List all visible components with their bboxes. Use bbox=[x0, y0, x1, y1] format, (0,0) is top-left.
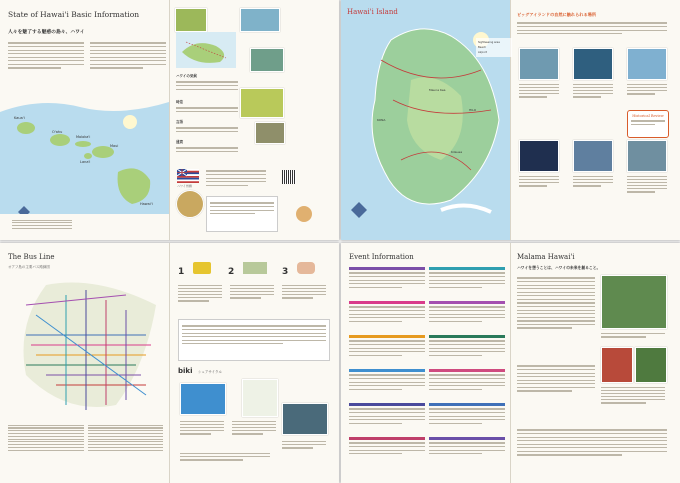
photo-biki-map bbox=[242, 379, 278, 417]
event-item bbox=[349, 369, 425, 403]
intro-text-block bbox=[8, 40, 84, 71]
intro-text-block-2 bbox=[90, 40, 166, 71]
malama-table bbox=[517, 427, 667, 458]
section-title-climate: ハワイの気候 bbox=[176, 74, 197, 78]
photo-mountain bbox=[627, 48, 667, 80]
island-label-molokai: Moloka'i bbox=[76, 135, 91, 139]
photo-forest bbox=[635, 347, 667, 383]
map-label-maunakea: Mauna Kea bbox=[429, 88, 446, 92]
event-item bbox=[349, 437, 425, 471]
island-map bbox=[341, 0, 510, 240]
event-item bbox=[429, 437, 505, 471]
island-label-maui: Maui bbox=[110, 144, 119, 148]
cash-icon bbox=[243, 262, 267, 274]
compass-icon bbox=[351, 202, 367, 218]
legend bbox=[476, 38, 512, 57]
section-language bbox=[176, 120, 238, 135]
island-label-hawaii: Hawai'i bbox=[140, 202, 153, 206]
photo-beach bbox=[240, 8, 280, 32]
island-label-lanai: Lana'i bbox=[80, 160, 91, 164]
info-box bbox=[206, 196, 278, 232]
event-column-right bbox=[429, 267, 505, 471]
spread-events-malama bbox=[341, 243, 680, 483]
historical-review-panel bbox=[627, 110, 669, 138]
malama-subtitle: ハワイを想うことは、ハワイの未来を創ること。 bbox=[517, 265, 601, 270]
qr-code-icon bbox=[282, 170, 296, 184]
map-label-hilo: HILO bbox=[469, 108, 477, 112]
island-label-oahu: O'ahu bbox=[52, 130, 63, 134]
photo-taro-field bbox=[601, 275, 667, 329]
spread-bus-line bbox=[0, 243, 339, 483]
step-number-2: 2 bbox=[228, 267, 235, 277]
bus-info-box bbox=[178, 319, 330, 361]
small-map bbox=[176, 32, 236, 68]
step-number-1: 1 bbox=[178, 267, 185, 277]
step-number-3: 3 bbox=[282, 267, 289, 277]
photo-biki-bikes bbox=[282, 403, 328, 435]
step-1 bbox=[178, 259, 218, 278]
photo-hibiscus bbox=[240, 88, 284, 118]
page-subtitle: オアフ島の主要バス路線図 bbox=[8, 265, 50, 269]
event-item bbox=[429, 403, 505, 437]
photo-stars bbox=[519, 140, 559, 172]
hand-icon bbox=[297, 262, 315, 274]
photo-turtle bbox=[250, 48, 284, 72]
bus-route-map bbox=[6, 275, 164, 420]
island-label-kauai: Kaua'i bbox=[14, 116, 25, 120]
event-column-left bbox=[349, 267, 425, 471]
event-item bbox=[349, 267, 425, 301]
step-2 bbox=[228, 259, 272, 278]
event-item bbox=[429, 267, 505, 301]
malama-text bbox=[517, 275, 595, 331]
bus-route-legend bbox=[8, 423, 163, 452]
section-currency bbox=[176, 140, 238, 155]
section-time bbox=[176, 100, 238, 115]
event-item bbox=[349, 335, 425, 369]
photo-coin bbox=[176, 190, 204, 218]
event-item bbox=[429, 301, 505, 335]
page-subtitle: 人々を魅了する魅惑の島々、ハワイ bbox=[8, 30, 85, 35]
event-item bbox=[429, 335, 505, 369]
step-3 bbox=[282, 259, 326, 278]
photo-lehua-flower bbox=[601, 347, 633, 383]
island-chain-map bbox=[0, 92, 169, 240]
currency-text bbox=[206, 168, 266, 188]
malama-text-2 bbox=[517, 363, 595, 394]
mascot-icon bbox=[296, 206, 312, 222]
card-icon bbox=[193, 262, 211, 274]
photo-bird bbox=[255, 122, 285, 144]
section-climate bbox=[176, 74, 238, 92]
event-item bbox=[349, 301, 425, 335]
legend-beach: Beach bbox=[478, 46, 487, 49]
spread-hawaii-island bbox=[341, 0, 680, 240]
section-title-time: 時差 bbox=[176, 100, 183, 104]
flag-caption: ハワイ州旗 bbox=[177, 184, 192, 188]
biki-subtitle: シェアサイクル bbox=[198, 370, 223, 374]
events-title: Event Information bbox=[349, 253, 414, 261]
photo-flower bbox=[175, 8, 207, 32]
historical-review-title: Historical Review bbox=[632, 114, 664, 118]
page-title: The Bus Line bbox=[8, 253, 55, 261]
island-intro-text bbox=[517, 20, 667, 37]
photo-waterfall bbox=[573, 140, 613, 172]
spread-basic-information bbox=[0, 0, 339, 240]
island-subtitle: ビッグアイランドの自然に触れられる場所 bbox=[517, 12, 597, 17]
photo-palm bbox=[627, 140, 667, 172]
legend-sightseeing: Sightseeing area bbox=[478, 41, 500, 44]
hawaii-flag-icon bbox=[177, 168, 199, 182]
photo-biki-station bbox=[180, 383, 226, 415]
legend-block bbox=[12, 218, 72, 230]
legend-airport: Airport bbox=[478, 51, 487, 54]
bus-route-svg bbox=[6, 275, 164, 420]
section-title-language: 言語 bbox=[176, 120, 183, 124]
biki-title: biki bbox=[178, 367, 193, 375]
malama-title: Malama Hawai'i bbox=[517, 253, 575, 261]
photo-coast bbox=[519, 48, 559, 80]
section-title-currency: 通貨 bbox=[176, 140, 183, 144]
photo-sunset bbox=[573, 48, 613, 80]
island-map-svg bbox=[341, 0, 510, 240]
page-title: State of Hawai'i Basic Information bbox=[8, 10, 140, 19]
event-item bbox=[429, 369, 505, 403]
page-title: Hawai'i Island bbox=[347, 8, 398, 16]
map-label-kona: KONA bbox=[377, 118, 386, 122]
map-label-kilauea: Kilauea bbox=[451, 150, 463, 154]
events-list bbox=[349, 267, 504, 477]
event-item bbox=[349, 403, 425, 437]
